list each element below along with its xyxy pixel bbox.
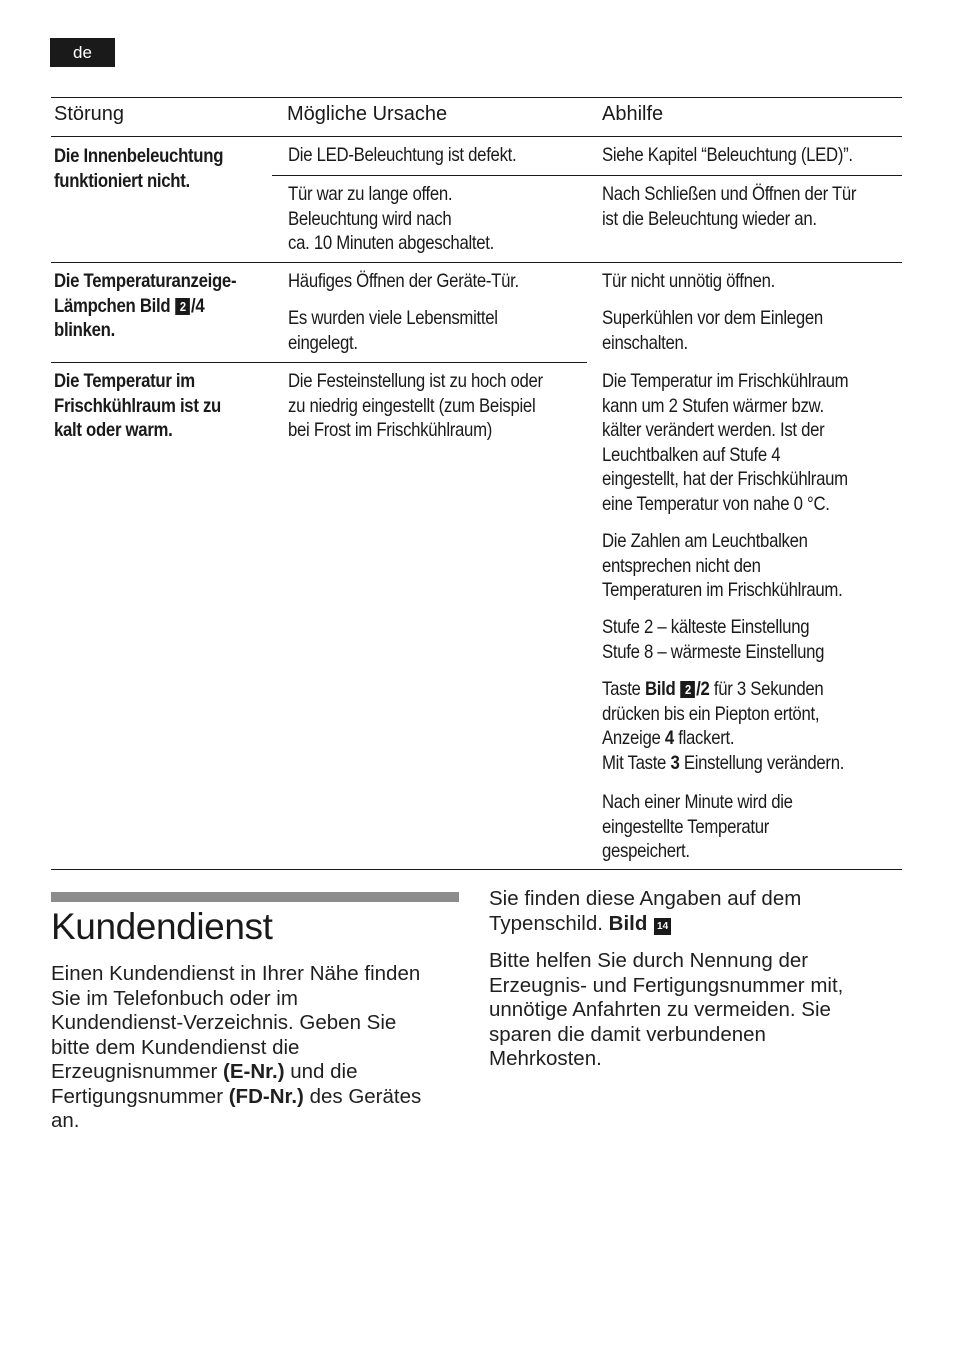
row3-abhilfe-4: Taste Bild 2 /2 für 3 Sekunden drücken bis ein Piepton ertönt, Anzeige 4 flackert. Mit Taste 3 Einstellung verändern. (602, 678, 845, 774)
section-bar (51, 892, 459, 902)
header-stoerung: Störung (54, 103, 125, 125)
row3-abhilfe-3: Stufe 2 – kälteste Einstellung Stufe 8 – wärmeste Einstellung (602, 616, 825, 663)
row1-ursache-2: Tür war zu lange offen. Beleuchtung wird nach ca. 10 Minuten abgeschaltet. (288, 183, 494, 254)
row2-abhilfe-1: Tür nicht unnötig öffnen. (602, 270, 776, 292)
row1-stoerung-rule (51, 262, 272, 263)
row3-abhilfe-2: Die Zahlen am Leuchtbalken entsprechen nicht den Temperaturen im Frischkühlraum. (602, 530, 843, 601)
row1-stoerung: Die Innenbeleuchtung funktioniert nicht. (54, 145, 224, 192)
table-bottom-rule (51, 869, 902, 870)
row2-stoerung-rule (51, 362, 272, 363)
row1-abhilfe-2: Nach Schließen und Öffnen der Tür ist die Beleuchtung wieder an. (602, 183, 857, 230)
row2-abhilfe-2: Superkühlen vor dem Einlegen einschalten. (602, 307, 823, 354)
row2-ursache-1: Häufiges Öffnen der Geräte-Tür. (288, 270, 519, 292)
row3-abhilfe-1: Die Temperatur im Frischkühlraum kann um 2 Stufen wärmer bzw. kälter verändert werden. Ist der Leuchtbalken auf Stufe 4 eingestellt, hat der Frischkühlraum eine Temperatur von nahe 0 °C. (602, 370, 849, 515)
row3-stoerung: Die Temperatur im Frischkühlraum ist zu kalt oder warm. (54, 370, 222, 441)
row1-abhilfe-rule (587, 262, 902, 263)
row1-abhilfe-1: Siehe Kapitel “Beleuchtung (LED)”. (602, 144, 853, 166)
kundendienst-right-paragraph-2: Bitte helfen Sie durch Nennung der Erzeugnis- und Fertigungsnummer mit, unnötige Anfahrten zu vermeiden. Sie sparen die damit verbundenen Mehrkosten. (489, 949, 844, 1070)
section-title: Kundendienst (51, 906, 273, 947)
table-top-rule (51, 97, 902, 98)
row2-ursache-2: Es wurden viele Lebensmittel eingelegt. (288, 307, 498, 354)
row1-ursache-1: Die LED-Beleuchtung ist defekt. (288, 144, 517, 166)
row2-stoerung: Die Temperaturanzeige- Lämpchen Bild 2 /4 blinken. (54, 270, 237, 341)
row3-abhilfe-5: Nach einer Minute wird die eingestellte Temperatur gespeichert. (602, 791, 793, 862)
figure-ref-box: 2 (176, 298, 191, 315)
row3-ursache: Die Festeinstellung ist zu hoch oder zu niedrig eingestellt (zum Beispiel bei Frost im Frischkühlraum) (288, 370, 543, 441)
kundendienst-right-paragraph-1: Sie finden diese Angaben auf dem Typenschild. Bild 14 (489, 887, 802, 935)
header-ursache: Mögliche Ursache (287, 103, 448, 125)
row1-abhilfe-divider (587, 175, 902, 176)
figure-ref-box: 14 (654, 918, 671, 935)
kundendienst-left-paragraph: Einen Kundendienst in Ihrer Nähe finden Sie im Telefonbuch oder im Kundendienst-Verzeichnis. Geben Sie bitte dem Kundendienst die Erzeugnisnummer (E-Nr.) und die Fertigungsnummer (FD-Nr.) des Gerätes an. (51, 962, 422, 1132)
row1-ursache-divider (272, 175, 587, 176)
row1-ursache-rule (272, 262, 587, 263)
table-header-rule (51, 136, 902, 137)
header-abhilfe: Abhilfe (602, 103, 664, 125)
figure-ref-box: 2 (681, 681, 696, 698)
language-tag: de (50, 38, 115, 67)
row2-ursache-rule (272, 362, 587, 363)
